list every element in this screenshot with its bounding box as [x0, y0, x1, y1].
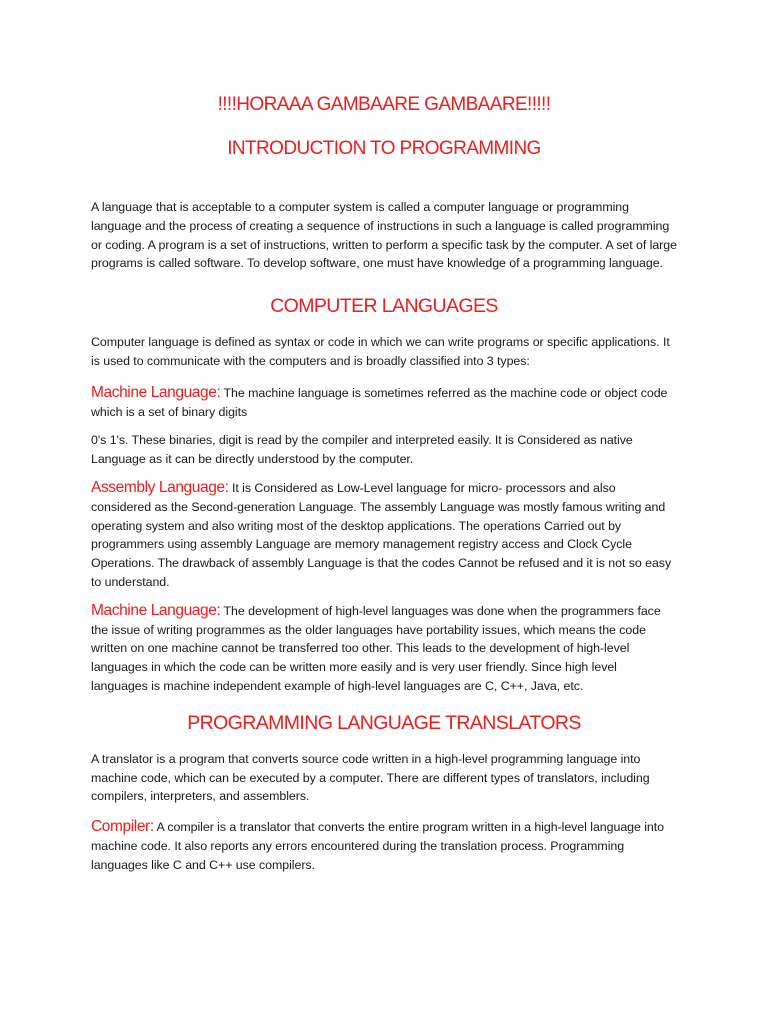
high-level-language-paragraph — [91, 602, 677, 696]
translators-heading: PROGRAMMING LANGUAGE TRANSLATORS — [187, 711, 581, 734]
binary-digits-paragraph: 0's 1's. These binaries, digit is read by the compiler and interpreted easily. It is Considered as native Language as it can be directly understood by the computer. — [91, 433, 633, 467]
compiler-term: Compiler: — [91, 818, 154, 836]
assembly-language-text: It is Considered as Low-Level language for micro- processors and also considered as the Second-generation Language. The assembly Language was mostly famous writing and operating system and also writing most of the desktop applications. The operations Carried out by programmers using assembly Language are memory management registry access and Clock Cycle Operations. The drawback of assembly Language is that the codes Cannot be refused and it is not so easy to understand. — [91, 480, 672, 589]
translators-intro: A translator is a program that converts source code written in a high-level programming language into machine code, which can be executed by a computer. There are different types of translators, including compilers, interpreters, and assemblers. — [91, 751, 650, 804]
high-level-language-text: The development of high-level languages was done when the programmers face the issue of writing programmes as the older languages have portability issues, which means the code written on one machine cannot be transferred too other. This leads to the development of high-level languages in which the code can be written more easily and is very user friendly. Since high level languages is machine independent example of high-level languages are C, C++, Java, etc. — [91, 603, 661, 693]
high-level-language-term: Machine Language: — [91, 601, 221, 619]
machine-language-text: The machine language is sometimes referred as the machine code or object code which is a set of binary digits — [91, 385, 668, 419]
machine-language-term: Machine Language: — [91, 383, 221, 401]
compiler-paragraph — [91, 818, 677, 874]
document-title: !!!!HORAAA GAMBAARE GAMBAARE!!!!! — [217, 94, 551, 115]
assembly-language-paragraph — [91, 479, 677, 592]
intro-paragraph: A language that is acceptable to a computer system is called a computer language or programming language and the process of creating a sequence of instructions in such a language is called programming or coding. A program is a set of instructions, written to perform a specific task by the computer. A set of large programs is called software. To develop software, one must have knowledge of a programming language. — [91, 200, 677, 271]
document-content — [91, 92, 677, 875]
assembly-language-term: Assembly Language: — [91, 478, 229, 496]
computer-languages-intro: Computer language is defined as syntax or code in which we can write programs or specific applications. It is used to communicate with the computers and is broadly classified into 3 types: — [91, 335, 670, 368]
compiler-text: A compiler is a translator that converts the entire program written in a high-level language into machine code. It also reports any errors encountered during the translation process. Programming languages like C and C++ use compilers. — [91, 820, 665, 872]
machine-language-paragraph — [91, 384, 677, 422]
document-subtitle: INTRODUCTION TO PROGRAMMING — [227, 138, 541, 159]
computer-languages-heading: COMPUTER LANGUAGES — [270, 295, 498, 318]
